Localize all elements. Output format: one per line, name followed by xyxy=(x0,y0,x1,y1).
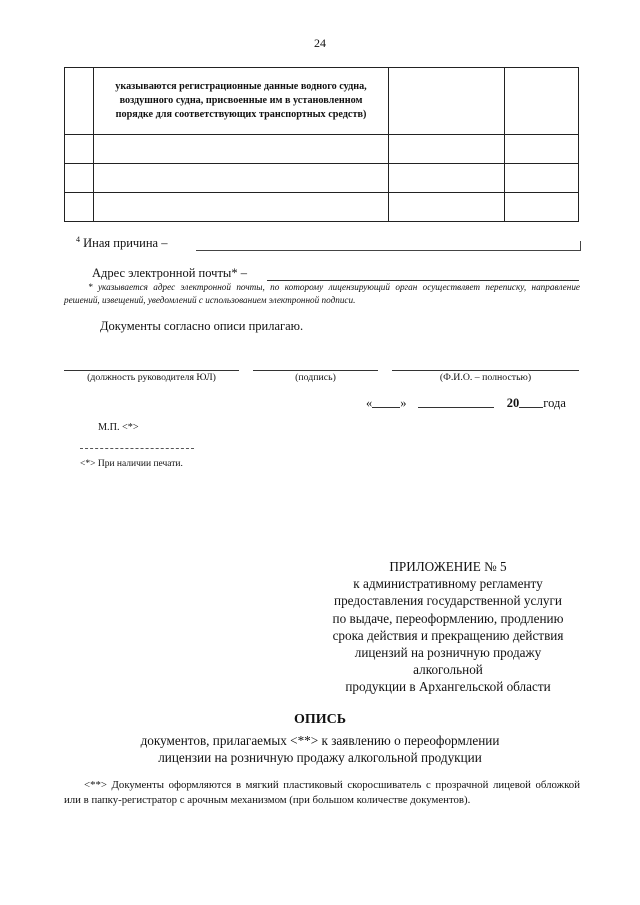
table-cell[interactable] xyxy=(505,164,579,193)
appendix-line: алкогольной xyxy=(413,662,483,678)
table-header-text: указываются регистрационные данные водного судна, воздушного судна, присвоенные им в установленном порядке для соответствующих транспортных средств) xyxy=(94,68,389,135)
year-suffix: года xyxy=(543,396,566,410)
appendix-line: к административному регламенту xyxy=(353,576,543,592)
full-name-field[interactable] xyxy=(392,370,579,371)
table-header-row xyxy=(65,68,579,135)
table-row xyxy=(65,193,579,222)
inventory-subtitle-line: лицензии на розничную продажу алкогольной продукции xyxy=(158,750,482,765)
table-cell[interactable] xyxy=(389,193,505,222)
attachments-text: Документы согласно описи прилагаю. xyxy=(100,319,304,333)
other-reason-text: Иная причина – xyxy=(83,236,168,250)
table-cell[interactable] xyxy=(94,135,389,164)
appendix-line: срока действия и прекращению действия xyxy=(332,627,564,643)
email-label: Адрес электронной почты* – xyxy=(92,266,247,280)
email-note: * указывается адрес электронной почты, по которому лицензирующий орган осуществляет переписку, направление решений, извещений, уведомлений с использованием электронной подписи. xyxy=(64,282,580,305)
footnote-divider xyxy=(80,448,194,449)
table-cell[interactable] xyxy=(389,164,505,193)
other-reason-field[interactable] xyxy=(196,241,581,251)
date-field xyxy=(366,395,566,411)
inventory-note: <**> Документы оформляются в мягкий пластиковый скоросшиватель с прозрачной лицевой обложкой или в папку-регистратор с арочным механизмом (при большом количестве документов). xyxy=(64,779,580,806)
position-field[interactable] xyxy=(64,370,239,371)
table-cell[interactable] xyxy=(505,135,579,164)
appendix-line: лицензий на розничную продажу xyxy=(354,645,542,661)
footnote-text: <*> При наличии печати. xyxy=(80,459,183,469)
stamp-label: М.П. <*> xyxy=(98,422,139,433)
table-cell[interactable] xyxy=(65,164,94,193)
table-cell[interactable] xyxy=(94,164,389,193)
table-cell[interactable] xyxy=(65,193,94,222)
table-cell xyxy=(65,68,94,135)
position-caption: (должность руководителя ЮЛ) xyxy=(87,372,216,383)
day-field[interactable] xyxy=(372,395,400,408)
year-prefix: 20 xyxy=(506,396,520,410)
appendix-line: ПРИЛОЖЕНИЕ № 5 xyxy=(389,559,507,574)
appendix-line: предоставления государственной услуги xyxy=(334,593,562,609)
date-close-quote: » xyxy=(400,396,407,410)
other-reason-label xyxy=(76,235,167,251)
signature-caption: (подпись) xyxy=(295,372,336,383)
table-cell[interactable] xyxy=(505,193,579,222)
table-row xyxy=(65,135,579,164)
inventory-title: ОПИСЬ xyxy=(293,712,347,727)
appendix-line: продукции в Архангельской области xyxy=(345,679,551,695)
appendix-line: по выдаче, переоформлению, продлению xyxy=(332,610,564,626)
year-field[interactable] xyxy=(519,395,543,408)
name-caption: (Ф.И.О. – полностью) xyxy=(439,372,532,383)
appendix-header xyxy=(300,558,596,696)
table-cell[interactable] xyxy=(389,135,505,164)
table-cell xyxy=(505,68,579,135)
vehicle-table xyxy=(64,67,579,222)
table-cell xyxy=(389,68,505,135)
date-open-quote: « xyxy=(366,396,373,410)
table-cell[interactable] xyxy=(65,135,94,164)
inventory-subtitle xyxy=(0,732,640,766)
month-field[interactable] xyxy=(418,395,494,408)
inventory-subtitle-line: документов, прилагаемых <**> к заявлению о переоформлении xyxy=(140,733,500,748)
table-row xyxy=(65,164,579,193)
signature-field[interactable] xyxy=(253,370,378,371)
table-cell[interactable] xyxy=(94,193,389,222)
footnote-mark: 4 xyxy=(76,235,80,244)
page-number: 24 xyxy=(314,36,326,50)
